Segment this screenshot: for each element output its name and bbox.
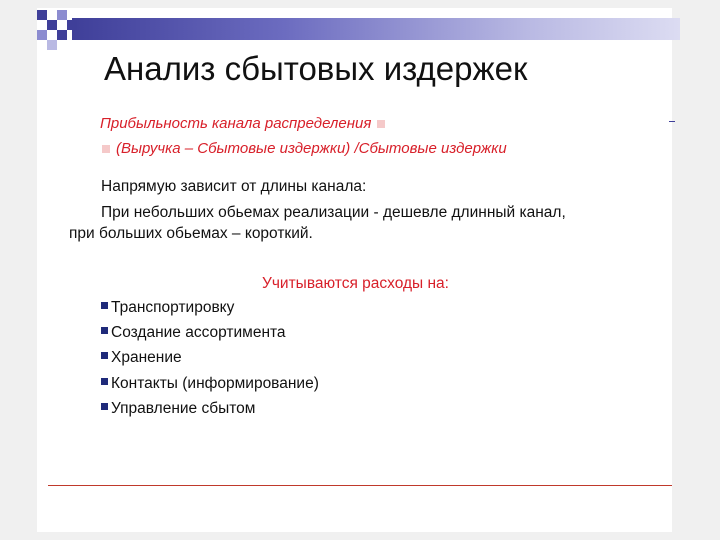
profit-label: Прибыльность канала распределения bbox=[100, 115, 372, 132]
bullet-square-icon bbox=[101, 403, 108, 410]
header-band bbox=[72, 18, 680, 40]
slide-title: Анализ сбытовых издержек bbox=[104, 50, 528, 87]
bullet-square-icon bbox=[101, 327, 108, 334]
formula-row bbox=[102, 140, 507, 157]
pink-square-icon bbox=[377, 120, 385, 128]
pink-square-icon bbox=[102, 145, 110, 153]
list-item: Транспортировку bbox=[101, 299, 234, 317]
decor-dash bbox=[669, 121, 675, 122]
footer-divider bbox=[48, 485, 672, 486]
list-item: Создание ассортимента bbox=[101, 324, 286, 342]
costs-heading: Учитываются расходы на: bbox=[262, 275, 449, 292]
bullet-square-icon bbox=[101, 302, 108, 309]
bullet-square-icon bbox=[101, 378, 108, 385]
list-item: Хранение bbox=[101, 349, 182, 367]
channel-length-line: Напрямую зависит от длины канала: bbox=[101, 178, 367, 195]
checker-decoration bbox=[37, 10, 89, 50]
formula-text: (Выручка – Сбытовые издержки) /Сбытовые издержки bbox=[116, 140, 507, 157]
large-volume-line: при больших обьемах – короткий. bbox=[69, 225, 313, 242]
small-volume-line: При небольших обьемах реализации - дешевле длинный канал, bbox=[101, 204, 566, 221]
bullet-square-icon bbox=[101, 352, 108, 359]
profit-label-row bbox=[100, 115, 385, 132]
list-item: Контакты (информирование) bbox=[101, 375, 319, 393]
list-item: Управление сбытом bbox=[101, 400, 255, 418]
